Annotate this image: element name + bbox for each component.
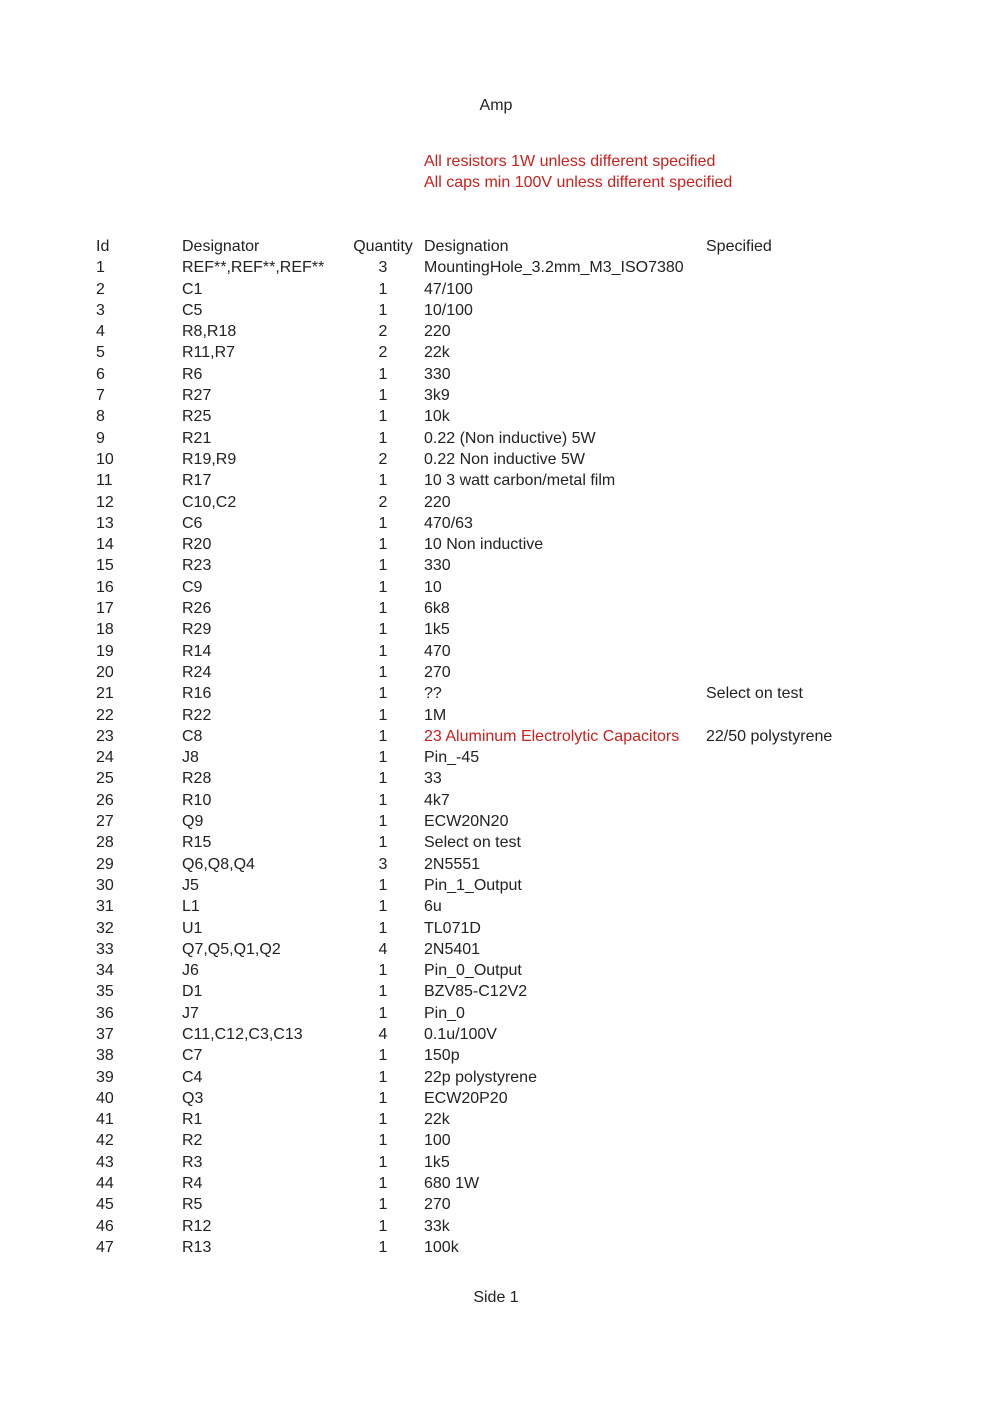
cell-quantity: 1 (378, 983, 388, 1001)
cell-designation: 2N5401 (424, 940, 481, 958)
header-id: Id (96, 238, 110, 255)
cell-id: 23 (96, 727, 114, 745)
cell-designation: 4k7 (424, 791, 450, 809)
cell-id: 2 (96, 280, 105, 298)
cell-id: 8 (96, 408, 105, 426)
cell-designator: Q9 (182, 813, 204, 831)
cell-id: 13 (96, 514, 114, 532)
cell-designator: R6 (182, 365, 203, 383)
cell-designator: R12 (182, 1217, 212, 1235)
cell-designation: 2N5551 (424, 855, 481, 873)
cell-designation: 1k5 (424, 1153, 450, 1171)
cell-designator: R23 (182, 557, 212, 575)
cell-id: 5 (96, 344, 105, 362)
cell-quantity: 1 (378, 791, 388, 809)
cell-id: 11 (96, 472, 113, 490)
cell-designator: R2 (182, 1132, 203, 1150)
cell-designation: 10 3 watt carbon/metal film (424, 472, 616, 490)
cell-designator: REF**,REF**,REF** (182, 259, 325, 277)
cell-quantity: 1 (378, 1047, 388, 1065)
cell-designation: 330 (424, 557, 451, 575)
cell-quantity: 1 (378, 642, 388, 660)
cell-quantity: 1 (378, 1175, 388, 1193)
cell-quantity: 1 (378, 1004, 388, 1022)
cell-designator: R4 (182, 1175, 203, 1193)
cell-id: 38 (96, 1047, 114, 1065)
cell-designator: R14 (182, 642, 212, 660)
cell-quantity: 1 (378, 429, 388, 447)
cell-quantity: 3 (378, 259, 388, 277)
cell-quantity: 1 (378, 365, 388, 383)
cell-designator: R17 (182, 472, 212, 490)
cell-designation: 23 Aluminum Electrolytic Capacitors (424, 727, 680, 745)
cell-designator: R25 (182, 408, 212, 426)
cell-quantity: 1 (378, 919, 388, 937)
cell-id: 17 (96, 600, 114, 618)
cell-designation: 10k (424, 408, 450, 426)
cell-quantity: 1 (378, 1217, 388, 1235)
cell-quantity: 1 (378, 1132, 388, 1150)
cell-designator: C6 (182, 514, 203, 532)
note-caps: All caps min 100V unless different specified (424, 174, 733, 191)
cell-quantity: 1 (378, 621, 388, 639)
cell-id: 3 (96, 301, 105, 319)
cell-id: 44 (96, 1175, 114, 1193)
cell-designation: 270 (424, 1196, 451, 1214)
cell-id: 18 (96, 621, 114, 639)
cell-id: 14 (96, 536, 114, 554)
cell-designator: R8,R18 (182, 323, 237, 341)
cell-id: 39 (96, 1068, 114, 1086)
cell-designation: ECW20N20 (424, 813, 509, 831)
cell-designator: R27 (182, 387, 212, 405)
cell-designation: 1k5 (424, 621, 450, 639)
cell-designation: Select on test (424, 834, 521, 852)
cell-designation: 680 1W (424, 1175, 480, 1193)
cell-quantity: 4 (378, 1025, 388, 1043)
cell-quantity: 1 (378, 1238, 388, 1256)
cell-quantity: 1 (378, 813, 388, 831)
cell-id: 26 (96, 791, 114, 809)
cell-designation: 0.1u/100V (424, 1025, 497, 1043)
cell-designator: R21 (182, 429, 212, 447)
cell-specified: Select on test (706, 685, 803, 703)
cell-designation: 270 (424, 663, 451, 681)
cell-quantity: 2 (378, 450, 388, 468)
cell-designator: C4 (182, 1068, 203, 1086)
cell-id: 42 (96, 1132, 114, 1150)
cell-designator: L1 (182, 898, 200, 916)
cell-designation: 470 (424, 642, 451, 660)
cell-designator: R5 (182, 1196, 203, 1214)
cell-designator: C10,C2 (182, 493, 237, 511)
cell-designation: 330 (424, 365, 451, 383)
cell-designator: R22 (182, 706, 212, 724)
cell-quantity: 1 (378, 578, 388, 596)
cell-designation: Pin_-45 (424, 749, 480, 767)
cell-quantity: 1 (378, 387, 388, 405)
cell-designation: 1M (424, 706, 447, 724)
cell-id: 7 (96, 387, 105, 405)
header-designation: Designation (424, 238, 509, 255)
cell-quantity: 1 (378, 280, 388, 298)
cell-quantity: 1 (378, 749, 388, 767)
cell-designator: C11,C12,C3,C13 (182, 1025, 303, 1043)
cell-id: 10 (96, 450, 114, 468)
note-resistors: All resistors 1W unless different specified (424, 153, 716, 170)
cell-quantity: 1 (378, 834, 388, 852)
cell-id: 34 (96, 962, 114, 980)
cell-id: 46 (96, 1217, 114, 1235)
cell-designator: J7 (182, 1004, 199, 1022)
cell-quantity: 1 (378, 1068, 388, 1086)
header-quantity: Quantity (353, 238, 413, 255)
cell-id: 21 (96, 685, 114, 703)
cell-quantity: 1 (378, 898, 388, 916)
cell-designator: Q3 (182, 1089, 204, 1107)
cell-id: 6 (96, 365, 105, 383)
cell-designator: R26 (182, 600, 212, 618)
cell-id: 36 (96, 1004, 114, 1022)
cell-designation: 10 (424, 578, 442, 596)
cell-quantity: 1 (378, 600, 388, 618)
header-specified: Specified (706, 238, 772, 255)
cell-designation: 0.22 (Non inductive) 5W (424, 429, 596, 447)
cell-designation: 33 (424, 770, 442, 788)
cell-designation: 220 (424, 323, 451, 341)
cell-designation: 10 Non inductive (424, 536, 544, 554)
cell-id: 25 (96, 770, 114, 788)
cell-quantity: 1 (378, 514, 388, 532)
cell-designation: ECW20P20 (424, 1089, 508, 1107)
cell-designator: R16 (182, 685, 212, 703)
cell-id: 15 (96, 557, 114, 575)
cell-designator: C9 (182, 578, 203, 596)
cell-designator: U1 (182, 919, 203, 937)
cell-id: 1 (96, 259, 105, 277)
cell-quantity: 1 (378, 1111, 388, 1129)
cell-id: 9 (96, 429, 105, 447)
cell-id: 4 (96, 323, 105, 341)
cell-designator: J6 (182, 962, 199, 980)
cell-designation: 470/63 (424, 514, 473, 532)
cell-id: 43 (96, 1153, 114, 1171)
cell-id: 37 (96, 1025, 114, 1043)
cell-quantity: 1 (378, 876, 388, 894)
cell-designator: D1 (182, 983, 203, 1001)
cell-designation: 22k (424, 344, 450, 362)
cell-designation: MountingHole_3.2mm_M3_ISO7380 (424, 259, 684, 277)
cell-quantity: 2 (378, 344, 388, 362)
cell-quantity: 1 (378, 408, 388, 426)
cell-designator: R10 (182, 791, 212, 809)
cell-quantity: 2 (378, 323, 388, 341)
cell-id: 22 (96, 706, 114, 724)
cell-designator: R1 (182, 1111, 203, 1129)
cell-designator: C1 (182, 280, 203, 298)
cell-designation: 6u (424, 898, 442, 916)
cell-designator: R15 (182, 834, 212, 852)
cell-id: 41 (96, 1111, 114, 1129)
cell-quantity: 1 (378, 770, 388, 788)
cell-id: 45 (96, 1196, 114, 1214)
cell-designation: 6k8 (424, 600, 450, 618)
cell-quantity: 1 (378, 301, 388, 319)
cell-id: 31 (96, 898, 114, 916)
cell-quantity: 1 (378, 557, 388, 575)
notes-block (424, 152, 732, 194)
cell-designator: R19,R9 (182, 450, 237, 468)
cell-designator: Q6,Q8,Q4 (182, 855, 255, 873)
cell-designation: 3k9 (424, 387, 450, 405)
cell-designation: 22p polystyrene (424, 1068, 537, 1086)
cell-quantity: 4 (378, 940, 388, 958)
cell-id: 33 (96, 940, 114, 958)
cell-quantity: 1 (378, 663, 388, 681)
cell-designator: C5 (182, 301, 203, 319)
cell-designation: BZV85-C12V2 (424, 983, 528, 1001)
cell-designator: R11,R7 (182, 344, 236, 362)
cell-designation: 0.22 Non inductive 5W (424, 450, 585, 468)
cell-quantity: 3 (378, 855, 388, 873)
cell-quantity: 1 (378, 1196, 388, 1214)
cell-id: 29 (96, 855, 114, 873)
cell-designation: Pin_0 (424, 1004, 465, 1022)
cell-designation: 47/100 (424, 280, 473, 298)
page-title: Amp (479, 97, 513, 114)
cell-designator: C8 (182, 727, 203, 745)
cell-designation: Pin_0_Output (424, 962, 522, 980)
cell-designation: 10/100 (424, 301, 473, 319)
cell-designator: R3 (182, 1153, 203, 1171)
cell-quantity: 1 (378, 1089, 388, 1107)
cell-designator: R20 (182, 536, 212, 554)
cell-designation: 150p (424, 1047, 460, 1065)
cell-designator: R24 (182, 663, 212, 681)
cell-designator: R13 (182, 1238, 212, 1256)
cell-designation: 33k (424, 1217, 450, 1235)
cell-designator: Q7,Q5,Q1,Q2 (182, 940, 281, 958)
cell-designator: R28 (182, 770, 212, 788)
cell-designation: ?? (424, 685, 442, 703)
cell-id: 12 (96, 493, 114, 511)
cell-designator: J8 (182, 749, 199, 767)
cell-id: 27 (96, 813, 114, 831)
header-designator: Designator (182, 238, 260, 255)
cell-quantity: 2 (378, 493, 388, 511)
cell-id: 19 (96, 642, 114, 660)
cell-id: 20 (96, 663, 114, 681)
cell-designation: TL071D (424, 919, 481, 937)
cell-id: 35 (96, 983, 114, 1001)
cell-designator: R29 (182, 621, 212, 639)
cell-quantity: 1 (378, 727, 388, 745)
cell-quantity: 1 (378, 685, 388, 703)
cell-id: 47 (96, 1238, 114, 1256)
cell-designation: 220 (424, 493, 451, 511)
cell-designation: Pin_1_Output (424, 876, 522, 894)
cell-quantity: 1 (378, 1153, 388, 1171)
cell-designation: 100k (424, 1238, 459, 1256)
cell-id: 32 (96, 919, 114, 937)
cell-specified: 22/50 polystyrene (706, 727, 833, 745)
cell-id: 28 (96, 834, 114, 852)
cell-id: 40 (96, 1089, 114, 1107)
cell-id: 30 (96, 876, 114, 894)
cell-quantity: 1 (378, 536, 388, 554)
cell-designator: J5 (182, 876, 199, 894)
cell-designation: 22k (424, 1111, 450, 1129)
page-footer: Side 1 (473, 1289, 519, 1306)
cell-quantity: 1 (378, 472, 388, 490)
cell-quantity: 1 (378, 962, 388, 980)
cell-id: 24 (96, 749, 114, 767)
cell-quantity: 1 (378, 706, 388, 724)
cell-designation: 100 (424, 1132, 451, 1150)
cell-id: 16 (96, 578, 114, 596)
cell-designator: C7 (182, 1047, 203, 1065)
